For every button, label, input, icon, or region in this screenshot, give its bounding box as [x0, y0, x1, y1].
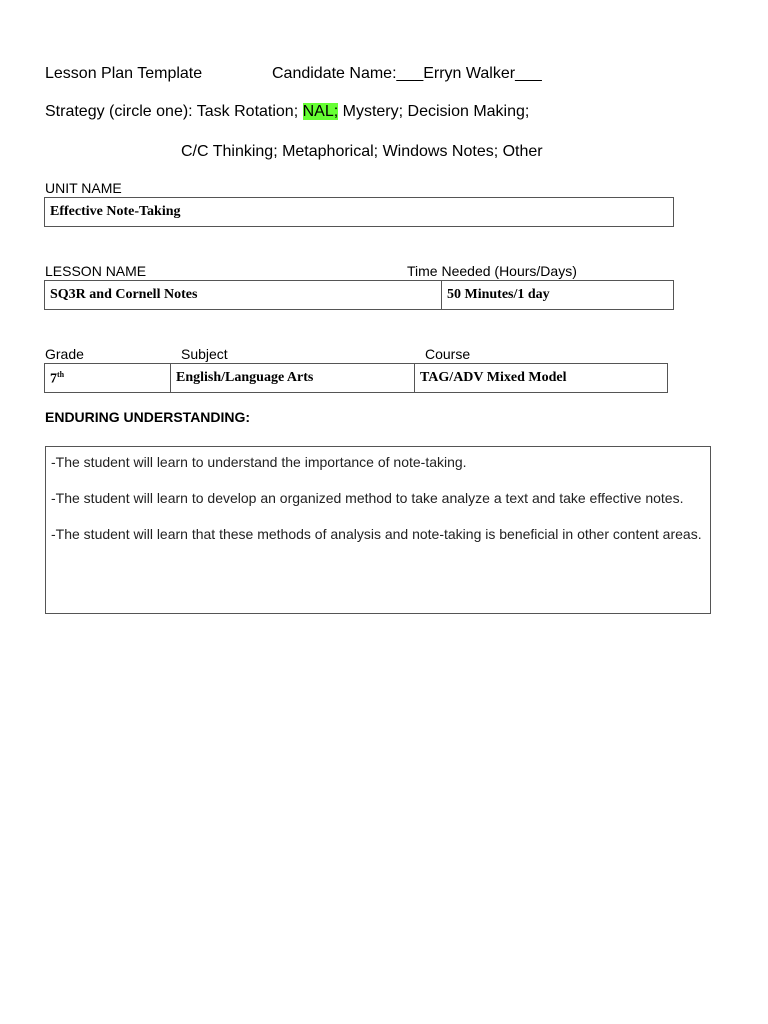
page-title: Lesson Plan Template: [45, 65, 203, 82]
course-value: TAG/ADV Mixed Model: [420, 370, 567, 385]
time-needed-label: Time Needed (Hours/Days): [407, 263, 577, 279]
strategy-line-1: [45, 103, 529, 121]
subject-value: English/Language Arts: [176, 370, 314, 385]
unit-name-box: [44, 197, 674, 227]
unit-name-value: Effective Note-Taking: [50, 204, 181, 219]
strategy-selected-highlight: NAL;: [302, 103, 339, 120]
unit-name-label: UNIT NAME: [45, 180, 122, 196]
course-label: Course: [425, 346, 471, 362]
grade-number: 7: [50, 371, 57, 387]
candidate-name: Candidate Name:___Erryn Walker___: [272, 65, 542, 82]
time-needed-value: 50 Minutes/1 day: [447, 287, 550, 302]
grade-label: Grade: [45, 346, 84, 362]
strategy-line-2: C/C Thinking; Metaphorical; Windows Notes; Other: [181, 143, 543, 160]
grade-table: [44, 363, 668, 393]
lesson-table: [44, 280, 674, 310]
enduring-item: -The student will learn to develop an organized method to take analyze a text and take effective notes.: [51, 490, 684, 506]
strategy-options-rest: Mystery; Decision Making;: [338, 103, 530, 120]
lesson-name-value: SQ3R and Cornell Notes: [50, 287, 198, 302]
subject-label: Subject: [181, 346, 228, 362]
enduring-understanding-box: [45, 446, 711, 614]
enduring-item: -The student will learn that these methods of analysis and note-taking is beneficial in other content areas.: [51, 526, 702, 542]
enduring-item: -The student will learn to understand the importance of note-taking.: [51, 454, 467, 470]
grade-suffix: th: [57, 370, 65, 379]
enduring-understanding-label: ENDURING UNDERSTANDING:: [45, 409, 251, 425]
lesson-name-label: LESSON NAME: [45, 263, 147, 279]
strategy-prefix: Strategy (circle one): Task Rotation;: [45, 103, 303, 120]
grade-value: [45, 364, 170, 392]
enduring-understanding-list: [51, 453, 702, 543]
